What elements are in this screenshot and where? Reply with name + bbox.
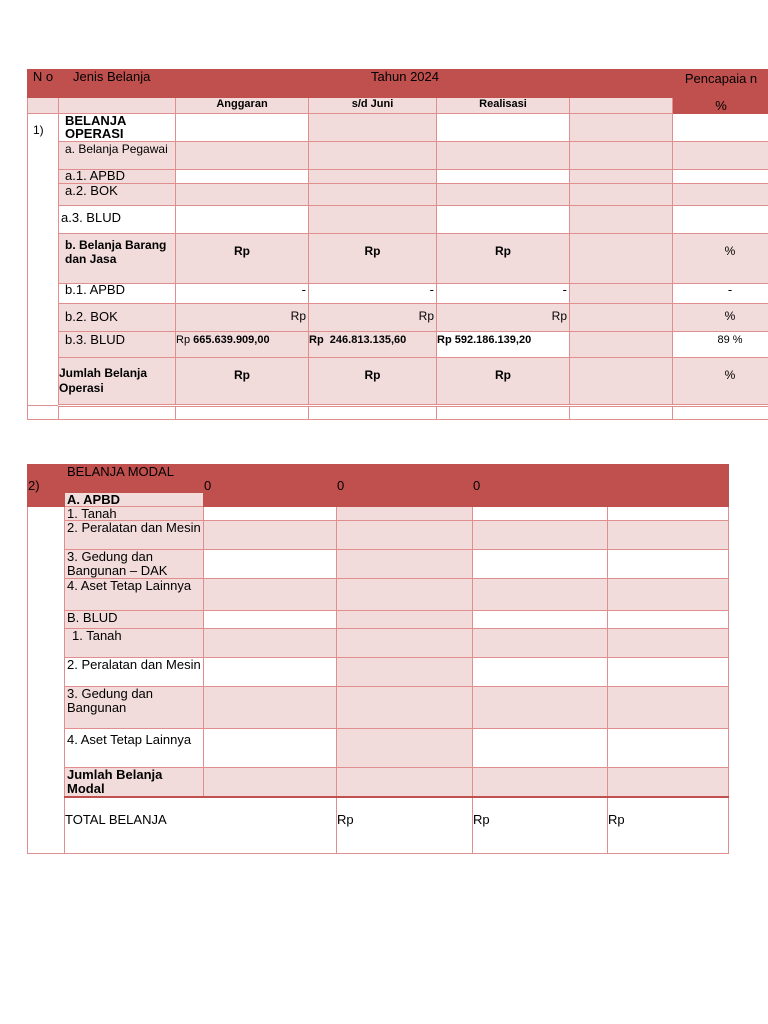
row-a1-apbd: a.1. APBD: [59, 170, 176, 184]
row-b-blud: B. BLUD: [65, 611, 204, 629]
row-blud-aset-tetap: 4. Aset Tetap Lainnya: [65, 729, 204, 768]
cell-zero: 0: [204, 465, 337, 507]
cell-percent: %: [673, 304, 768, 332]
row-tanah: 1. Tanah: [65, 507, 204, 521]
row-b3-blud: b.3. BLUD: [59, 332, 176, 358]
col-header-tahun: Tahun 2024: [176, 70, 673, 98]
cell-dash: -: [437, 284, 570, 304]
cell-b3-sd-juni: Rp 246.813.135,60: [309, 332, 437, 358]
row-peralatan-mesin: 2. Peralatan dan Mesin: [65, 521, 204, 550]
row-jumlah-belanja-modal: Jumlah Belanja Modal: [65, 768, 204, 798]
cell-rp: Rp: [176, 304, 309, 332]
cell-zero: 0: [473, 465, 608, 507]
row-a-apbd: A. APBD: [65, 493, 204, 507]
total-rp: Rp: [337, 797, 473, 853]
cell-rp: Rp: [176, 234, 309, 284]
row-blud-tanah: 1. Tanah: [65, 629, 204, 658]
cell-percent: %: [673, 358, 768, 406]
cell-rp: Rp: [437, 358, 570, 406]
row-belanja-operasi: BELANJA OPERASI: [59, 114, 176, 142]
belanja-modal-table: [27, 464, 729, 854]
row-gedung-bangunan-dak: 3. Gedung dan Bangunan – DAK: [65, 550, 204, 579]
cell-dash: -: [309, 284, 437, 304]
cell-b3-percent: 89 %: [673, 332, 768, 358]
row-b2-bok: b.2. BOK: [59, 304, 176, 332]
col-header-pencapaian: Pencapaia n: [673, 70, 768, 98]
cell-rp: Rp: [437, 234, 570, 284]
cell-rp: Rp: [309, 358, 437, 406]
cell-rp: Rp: [437, 304, 570, 332]
row-jumlah-belanja-operasi: Jumlah Belanja Operasi: [59, 358, 176, 406]
cell-dash: -: [673, 284, 768, 304]
col-header-no: N o: [28, 70, 59, 98]
cell-zero: 0: [337, 465, 473, 507]
cell-rp: Rp: [176, 358, 309, 406]
row-a3-blud: a.3. BLUD: [59, 206, 176, 234]
total-rp: Rp: [608, 797, 729, 853]
modal-title: BELANJA MODAL: [65, 465, 204, 493]
cell-rp: Rp: [309, 304, 437, 332]
row-a2-bok: a.2. BOK: [59, 184, 176, 206]
cell-dash: -: [176, 284, 309, 304]
col-header-percent: %: [673, 98, 768, 114]
row-aset-tetap: 4. Aset Tetap Lainnya: [65, 579, 204, 611]
section-number-2: 2): [28, 465, 65, 507]
col-header-realisasi: Realisasi: [437, 98, 570, 114]
col-header-jenis: Jenis Belanja: [59, 70, 176, 98]
col-header-sd-juni: s/d Juni: [309, 98, 437, 114]
cell-rp: Rp: [309, 234, 437, 284]
row-blud-peralatan-mesin: 2. Peralatan dan Mesin: [65, 658, 204, 687]
cell-b3-anggaran: Rp 665.639.909,00: [176, 332, 309, 358]
cell-percent: %: [673, 234, 768, 284]
total-rp: Rp: [473, 797, 608, 853]
row-blud-gedung-bangunan: 3. Gedung dan Bangunan: [65, 687, 204, 729]
belanja-operasi-table: [27, 69, 768, 420]
col-header-anggaran: Anggaran: [176, 98, 309, 114]
section-number-1: 1): [28, 114, 59, 406]
row-b1-apbd: b.1. APBD: [59, 284, 176, 304]
cell-b3-realisasi: Rp 592.186.139,20: [437, 332, 570, 358]
total-belanja-label: TOTAL BELANJA: [65, 797, 337, 853]
row-belanja-pegawai: a. Belanja Pegawai: [59, 142, 176, 170]
row-belanja-barang-jasa: b. Belanja Barang dan Jasa: [59, 234, 176, 284]
